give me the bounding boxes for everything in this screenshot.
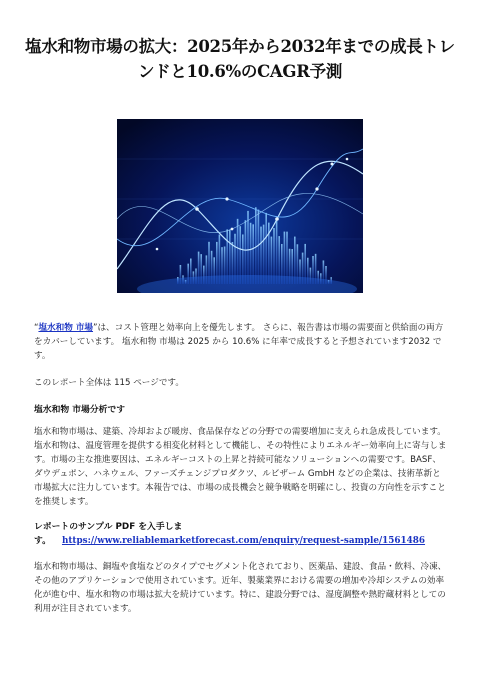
hero-bar — [255, 207, 257, 284]
hero-bar — [245, 220, 247, 284]
analysis-paragraph: 塩水和物市場は、建築、冷却および暖房、食品保存などの分野での需要増加に支えられ急成長しています。塩水和物は、温度管理を提供する相変化材料として機能し、その特性によりエネルギー効率向上に寄与します。市場の主な推進要因は、エネルギーコストの上昇と持続可能なソリューションへの需要です。BASF、ダウデュポン、ハネウェル、ファーズチェンジプロダクツ、ルビザーム GmbH などの企業は、技術革新と市場拡大に注力しています。本報告では、市場の成長機会と競争戦略を明確にし、投資の方向性を示すことを推奨します。 — [34, 427, 447, 507]
hero-bar — [263, 225, 265, 284]
segment-paragraph: 塩水和物市場は、銅塩や食塩などのタイプでセグメント化されており、医薬品、建設、食品・飲料、冷凍、その他のアプリケーションで使用されています。近年、製薬業界における需要の増加や冷却システムの効率化が進む中、塩水和物の市場は拡大を続けています。特に、建設分野では、湿度調整や熱貯蔵材料としての利用が注目されています。 — [34, 562, 447, 614]
hero-bar — [258, 210, 260, 284]
sample-label — [34, 520, 448, 548]
hero-bar — [265, 213, 267, 284]
hero-bar — [276, 221, 278, 284]
market-link[interactable]: 塩水和物 市場 — [38, 323, 94, 333]
analysis-heading: 塩水和物 市場分析です — [34, 405, 126, 415]
pages-note: このレポート全体は 115 ページです。 — [34, 378, 184, 388]
hero-bar — [237, 219, 239, 284]
hero-bar — [250, 223, 252, 284]
hero-bar — [247, 211, 249, 284]
sample-url-link[interactable]: https://www.reliablemarketforecast.com/enquiry/request-sample/1561486 — [61, 536, 426, 546]
sample-label-line1: レポートのサンプル PDF を入手しま — [34, 522, 183, 532]
sample-label-line2: す。 — [34, 536, 51, 546]
hero-image — [117, 119, 363, 293]
intro-paragraph — [34, 321, 448, 363]
intro-text: ”は、コスト管理と効率向上を優先します。 さらに、報告書は市場の需要面と供給面の両方をカバーしています。 塩水和物 市場は 2025 から 10.6% に年率で成長すると予想されています2032 です。 — [34, 323, 444, 361]
document-title: 塩水和物市場の拡大：2025年から2032年までの成長トレンドと10.6%のCAGR予測 — [25, 37, 455, 81]
open-quote: “ — [34, 323, 39, 333]
